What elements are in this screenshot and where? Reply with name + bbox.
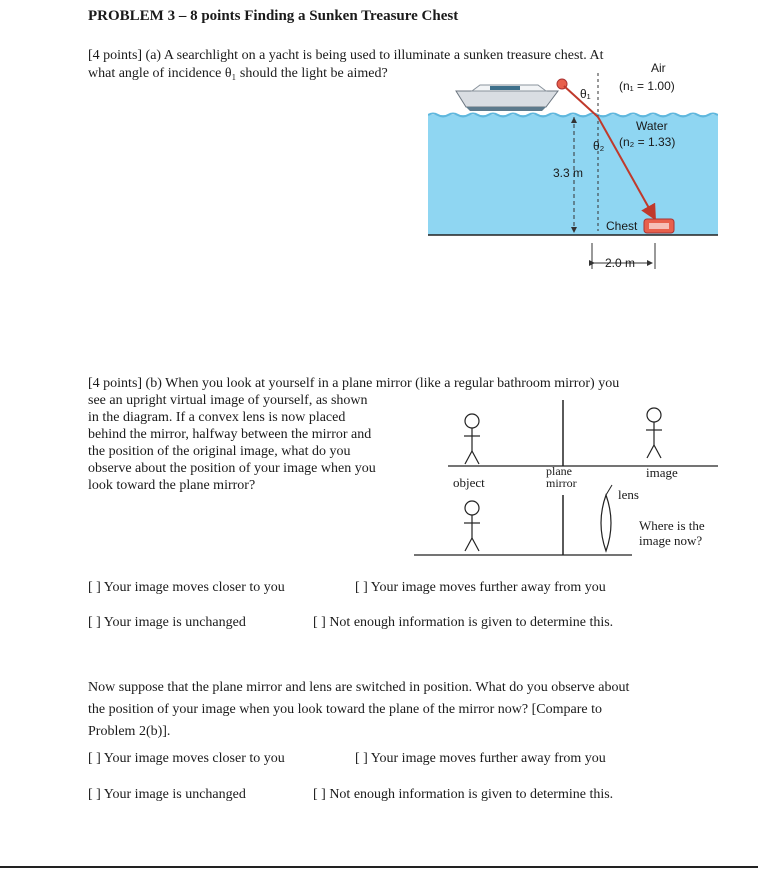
option-closer-2[interactable]: [ ] Your image moves closer to you: [88, 751, 285, 766]
mirror-label: mirror: [546, 476, 577, 490]
part-b-line-2: see an upright virtual image of yourself, as shown: [88, 393, 368, 408]
part-b-line-4: behind the mirror, halfway between the mirror and: [88, 427, 372, 442]
air-label: Air: [651, 61, 666, 75]
treasure-chest: [644, 219, 674, 233]
yacht: [456, 85, 558, 111]
object-label: object: [453, 475, 485, 490]
question-label-2: image now?: [639, 533, 703, 548]
part-c-line-3: Problem 2(b)].: [88, 724, 171, 739]
option-unchanged-2[interactable]: [ ] Your image is unchanged: [88, 787, 246, 802]
question-label-1: Where is the: [639, 518, 705, 533]
part-a-line-2: what angle of incidence θ₁ should the light be aimed?: [88, 66, 388, 81]
option-not-enough-2[interactable]: [ ] Not enough information is given to determine this.: [313, 787, 614, 802]
part-b-line-3: in the diagram. If a convex lens is now placed: [88, 410, 346, 425]
image-label: image: [646, 465, 678, 480]
option-further-1[interactable]: [ ] Your image moves further away from you: [355, 580, 606, 595]
water-label: Water: [636, 119, 668, 133]
part-b-line-5: the position of the original image, what do you: [88, 444, 351, 459]
distance-label: 2.0 m: [605, 256, 636, 270]
option-further-2[interactable]: [ ] Your image moves further away from you: [355, 751, 606, 766]
part-b-line-7: look toward the plane mirror?: [88, 478, 256, 493]
page-bottom-rule: [0, 866, 758, 868]
depth-label: 3.3 m: [553, 166, 584, 180]
option-not-enough-1[interactable]: [ ] Not enough information is given to determine this.: [313, 615, 614, 630]
object-figure-bottom: [464, 501, 480, 551]
n1-label: (n₁ = 1.00): [619, 79, 675, 93]
plane-label: plane: [546, 464, 572, 478]
convex-lens: [601, 495, 611, 551]
part-c-line-1: Now suppose that the plane mirror and lens are switched in position. What do you observe about: [88, 680, 630, 695]
part-b-line-6: observe about the position of your image when you: [88, 461, 376, 476]
lens-label: lens: [618, 487, 639, 502]
image-figure-top: [646, 408, 662, 458]
part-b-line-1: [4 points] (b) When you look at yourself in a plane mirror (like a regular bathroom mirror) you: [88, 376, 620, 391]
object-figure-top: [464, 414, 480, 464]
part-a-line-1: [4 points] (a) A searchlight on a yacht is being used to illuminate a sunken treasure chest. At: [88, 48, 604, 63]
part-c-line-2: the position of your image when you look toward the plane of the mirror now? [Compare to: [88, 702, 602, 717]
n2-label: (n₂ = 1.33): [619, 135, 676, 149]
lens-pointer: [606, 485, 612, 495]
theta2-label: θ₂: [593, 139, 605, 153]
problem-title: PROBLEM 3 – 8 points Finding a Sunken Treasure Chest: [88, 8, 459, 24]
theta1-label: θ₁: [580, 87, 591, 101]
option-closer-1[interactable]: [ ] Your image moves closer to you: [88, 580, 285, 595]
option-unchanged-1[interactable]: [ ] Your image is unchanged: [88, 615, 246, 630]
chest-label: Chest: [606, 219, 638, 233]
